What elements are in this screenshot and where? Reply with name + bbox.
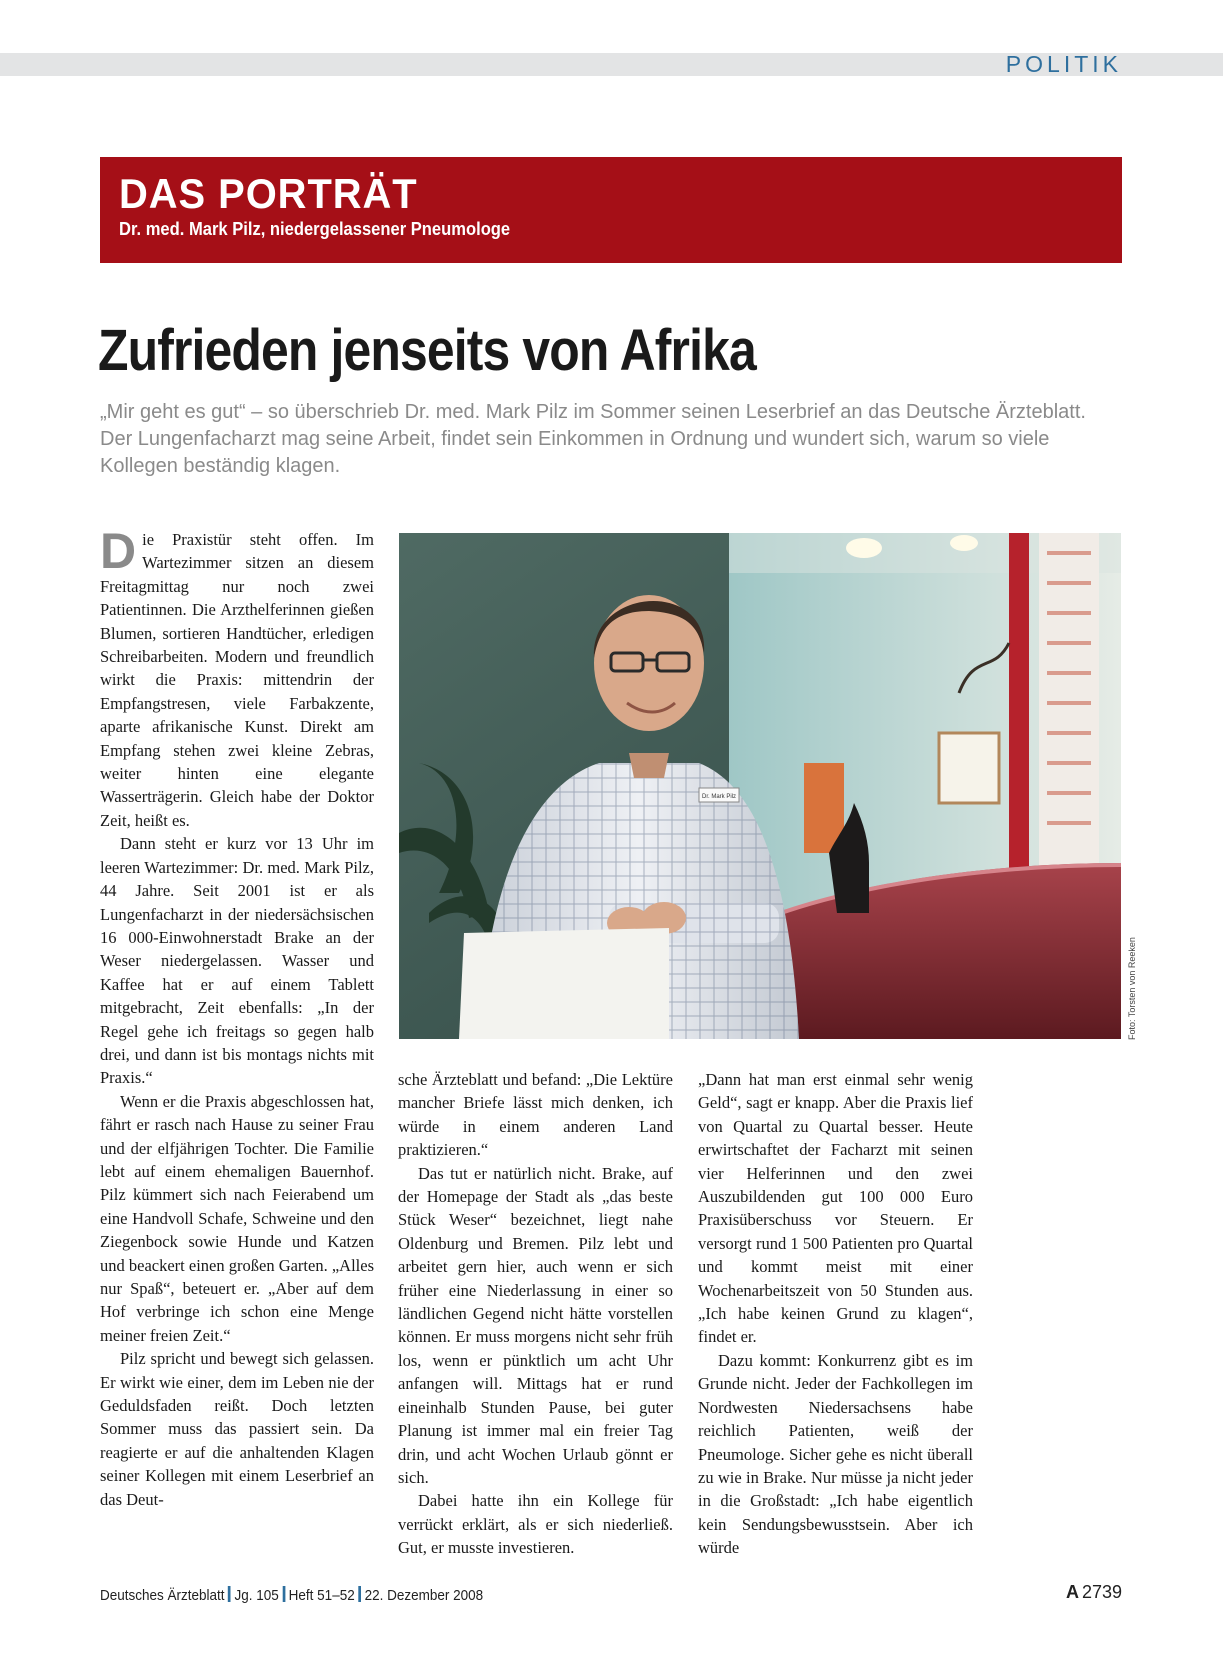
text-column-3 xyxy=(698,1068,973,1560)
photo-illustration xyxy=(399,533,1121,1039)
journal-volume: Jg. 105 xyxy=(234,1587,279,1604)
footer-divider xyxy=(228,1586,231,1602)
banner-subtitle: Dr. med. Mark Pilz, niedergelassener Pneumologe xyxy=(119,219,511,239)
journal-name: Deutsches Ärzteblatt xyxy=(100,1587,225,1604)
paragraph: „Dann hat man erst einmal sehr wenig Geld“, sagt er knapp. Aber die Praxis lief von Quartal zu Quartal besser. Heute erwirtschaftet der Facharzt mit seinen vier Helferinnen und den zwei Auszubildenden gut 100 000 Euro Praxisüberschuss vor Steuern. Er versorgt rund 1 500 Patienten pro Quartal und kommt meist mit einer Wochenarbeitszeit von 50 Stunden aus. „Ich habe keinen Grund zu klagen“, findet er. xyxy=(698,1070,973,1347)
portrait-banner xyxy=(100,157,1122,263)
photo-credit: Foto: Torsten von Reeken xyxy=(1127,937,1137,1040)
page-number xyxy=(1066,1582,1122,1603)
section-label: POLITIK xyxy=(1005,51,1122,77)
footer-divider xyxy=(358,1586,361,1602)
banner-title: DAS PORTRÄT xyxy=(119,170,418,217)
journal-issue: Heft 51–52 xyxy=(288,1587,355,1604)
page-value: 2739 xyxy=(1081,1582,1122,1602)
paragraph: Pilz spricht und bewegt sich gelassen. Er wirkt wie einer, dem im Leben nie der Geduldsfaden reißt. Doch letzten Sommer muss das passiert sein. Da reagierte er auf die anhaltenden Klagen seiner Kollegen mit einem Leserbrief an das Deut- xyxy=(100,1349,374,1509)
page-prefix: A xyxy=(1065,1582,1079,1602)
paragraph: Das tut er natürlich nicht. Brake, auf der Homepage der Stadt als „das beste Stück Weser“ bezeichnet, liegt nahe Oldenburg und Bremen. Pilz lebt und arbeitet gern hier, auch wenn er sich früher eine Niederlassung in einer so ländlichen Gegend nicht hätte vorstellen können. Er muss morgens nicht sehr früh los, wenn er pünktlich um acht Uhr anfangen will. Mittags hat er rund eineinhalb Stunden Pause, bei guter Planung ist immer mal ein freier Tag drin, und acht Wochen Urlaub gönnt er sich. xyxy=(398,1163,673,1487)
footer-divider xyxy=(282,1586,285,1602)
paragraph: Dann steht er kurz vor 13 Uhr im leeren Wartezimmer: Dr. med. Mark Pilz, 44 Jahre. Seit 2001 ist er als Lungenfacharzt in der niedersächsischen 16 000-Einwohnerstadt Brake an der Weser niedergelassen. Wasser und Kaffee hat er auf einem Tablett mitgebracht, Zeit ebenfalls: „In der Regel gehe ich freitags so gegen halb drei, und dann ist bis montags nichts mit Praxis.“ xyxy=(100,834,374,1088)
drop-cap: D xyxy=(100,523,137,579)
article-lead: „Mir geht es gut“ – so überschrieb Dr. med. Mark Pilz im Sommer seinen Leserbrief an das Deutsche Ärzteblatt. Der Lungenfacharzt mag seine Arbeit, findet sein Einkommen in Ordnung und wundert sich, warum so viele Kollegen beständig klagen. xyxy=(100,401,1086,477)
paragraph: sche Ärzteblatt und befand: „Die Lektüre mancher Briefe lässt mich denken, ich würde in einem anderen Land praktizieren.“ xyxy=(398,1070,673,1160)
paragraph: Wenn er die Praxis abgeschlossen hat, fährt er rasch nach Hause zu seiner Frau und der elfjährigen Tochter. Die Familie lebt auf einem ehemaligen Bauernhof. Pilz kümmert sich nach Feierabend um eine Handvoll Schafe, Schweine und den Ziegenbock sowie Hunde und Katzen und beackert einen großen Garten. „Alles nur Spaß“, beteuert er. „Aber auf dem Hof verbringe ich schon eine Menge meiner freien Zeit.“ xyxy=(100,1091,374,1345)
paragraph: Dabei hatte ihn ein Kollege für verrückt erklärt, als er sich niederließ. Gut, er musste investieren. xyxy=(398,1491,673,1558)
article-headline: Zufrieden jenseits von Afrika xyxy=(98,318,756,383)
name-badge: Dr. Mark Pilz xyxy=(701,794,737,800)
portrait-photo xyxy=(399,533,1121,1039)
journal-date: 22. Dezember 2008 xyxy=(364,1587,484,1604)
text-column-2 xyxy=(398,1068,673,1560)
paragraph: Dazu kommt: Konkurrenz gibt es im Grunde nicht. Jeder der Fachkollegen im Nordwesten Niedersachsens habe reichlich Patienten, weiß der Pneumologe. Sicher gehe es nicht überall zu wie in Brake. Nur müsse ja nicht jeder in die Großstadt: „Ich habe eigentlich kein Sendungsbewusstsein. Aber ich würde xyxy=(698,1350,973,1558)
paragraph: ie Praxistür steht offen. Im Wartezimmer sitzen an diesem Freitagmittag nur noch zwei Patientinnen. Die Arzthelferinnen gießen Blumen, sortieren Handtücher, erledigen Schreibarbeiten. Modern und freundlich wirkt die Praxis: mittendrin der Empfangstresen, viele Farbakzente, aparte afrikanische Kunst. Direkt am Empfang stehen zwei kleine Zebras, weiter hinten eine elegante Wasserträgerin. Gleich habe der Doktor Zeit, heißt es. xyxy=(100,530,374,830)
text-column-1 xyxy=(100,523,374,1511)
footer-citation xyxy=(100,1586,483,1604)
